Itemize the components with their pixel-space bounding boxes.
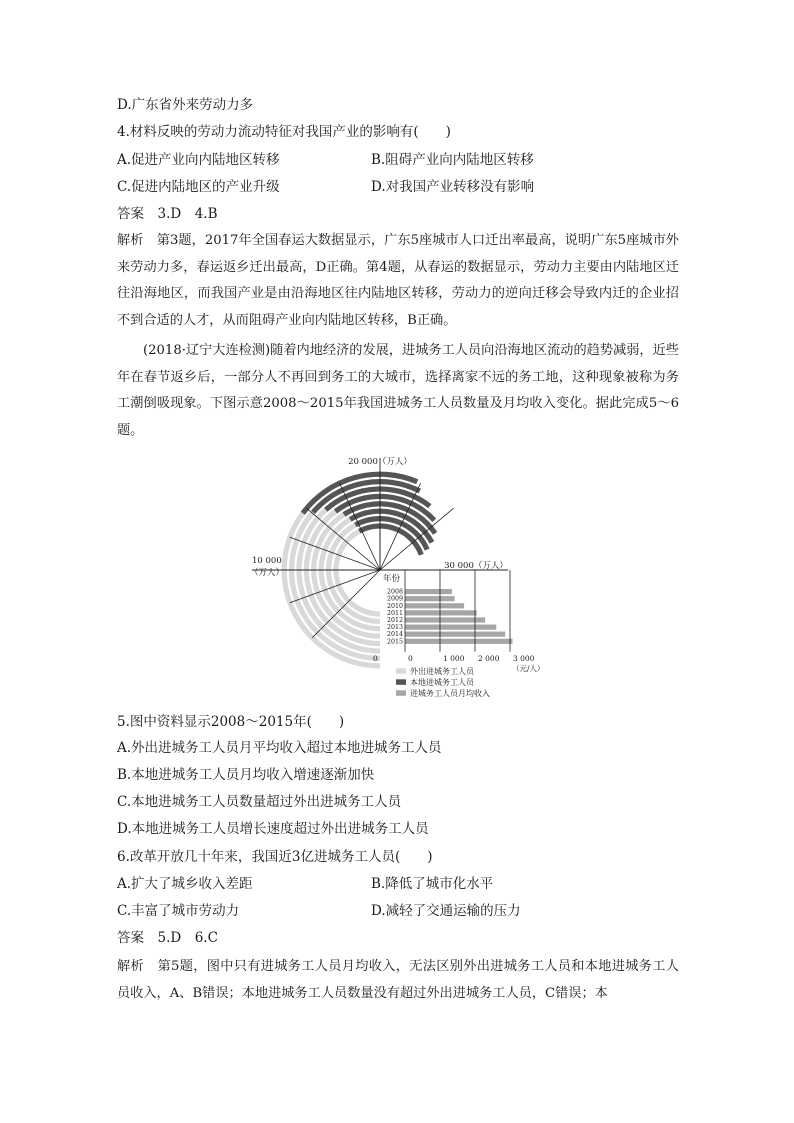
q3-option-d: D.广东省外来劳动力多 <box>117 97 254 113</box>
year-label-2008: 2008 <box>386 588 403 596</box>
label-right-axis: 30 000（万人） <box>444 561 508 571</box>
q4-stem: 4.材料反映的劳动力流动特征对我国产业的影响有( ) <box>117 124 451 140</box>
year-label-2013: 2013 <box>386 624 403 632</box>
answer-5-6: 答案 5.D 6.C <box>117 930 218 946</box>
q4-option-b: B.阻碍产业向内陆地区转移 <box>371 152 534 168</box>
label-center-year: 年份 <box>383 574 401 584</box>
q4-option-d: D.对我国产业转移没有影响 <box>371 179 535 195</box>
year-label-2014: 2014 <box>386 631 403 639</box>
income-bar-2015 <box>405 639 513 644</box>
income-bar-2012 <box>405 617 485 622</box>
label-origin: 0 <box>373 653 378 663</box>
income-bar-2014 <box>405 632 505 637</box>
label-left-unit: （万人） <box>250 568 285 578</box>
income-bar-2011 <box>405 610 477 615</box>
label-top-axis: 20 000（万人） <box>348 457 412 467</box>
legend-label-1: 本地进城务工人员 <box>410 677 474 687</box>
legend-swatch-0 <box>396 668 406 674</box>
legend-swatch-1 <box>396 679 406 685</box>
material-text: (2018·辽宁大连检测)随着内地经济的发展，进城务工人员向沿海地区流动的趋势减弱，近些年在春节返乡后，一部分人不再回到务工的大城市，选择离家不远的务工地，这种现象被称为务工潮倒吸现象。下图示意2008～2015年我国进城务工人员数量及月均收入变化。据此完成5～6题。 <box>117 343 679 438</box>
year-label-2009: 2009 <box>386 595 403 603</box>
chart <box>240 450 560 700</box>
income-bar-2013 <box>405 625 496 630</box>
analysis-5-6: 解析 第5题，图中只有进城务工人员月均收入，无法区别外出进城务工人员和本地进城务工人员收入，A、B错误；本地进城务工人员数量没有超过外出进城务工人员，C错误；本 <box>117 959 679 1001</box>
analysis-3-4: 解析 第3题，2017年全国春运大数据显示，广东5座城市人口迁出率最高，说明广东5座城市外来劳动力多，春运返乡迁出最高，D正确。第4题，从春运的数据显示，劳动力主要由内陆地区迁往沿海地区，而我国产业是由沿海地区往内陆地区转移，劳动力的逆向迁移会导致内迁的企业招不到合适的人才，从而阻碍产业向内陆地区转移，B正确。 <box>117 233 679 328</box>
q4-option-a: A.促进产业向内陆地区转移 <box>117 152 280 168</box>
income-bar-2008 <box>405 589 452 594</box>
q5-option-a: A.外出进城务工人员月平均收入超过本地进城务工人员 <box>117 740 442 756</box>
q6-option-a: A.扩大了城乡收入差距 <box>117 876 253 892</box>
q5-option-d: D.本地进城务工人员增长速度超过外出进城务工人员 <box>117 821 429 837</box>
income-bar-2009 <box>405 596 455 601</box>
income-tick-1: 1 000 <box>443 653 465 663</box>
q4-option-c: C.促进内陆地区的产业升级 <box>117 179 280 195</box>
income-tick-3: 3 000 <box>513 653 535 663</box>
income-bar-2010 <box>405 603 464 608</box>
q5-option-c: C.本地进城务工人员数量超过外出进城务工人员 <box>117 794 402 810</box>
year-label-2011: 2011 <box>386 609 403 617</box>
q5-option-b: B.本地进城务工人员月均收入增速逐渐加快 <box>117 767 375 783</box>
year-label-2010: 2010 <box>386 602 403 610</box>
legend-label-0: 外出进城务工人员 <box>410 666 474 676</box>
answer-3-4: 答案 3.D 4.B <box>117 206 218 222</box>
income-tick-0: 0 <box>408 653 413 663</box>
q6-option-d: D.减轻了交通运输的压力 <box>371 903 521 919</box>
label-income-unit: （元/人） <box>512 663 545 673</box>
q6-stem: 6.改革开放几十年来，我国近3亿进城务工人员( ) <box>117 849 433 865</box>
income-tick-2: 2 000 <box>478 653 500 663</box>
q6-option-c: C.丰富了城市劳动力 <box>117 903 240 919</box>
label-left-value: 10 000 <box>252 556 282 566</box>
q6-option-b: B.降低了城市化水平 <box>371 876 494 892</box>
year-label-2015: 2015 <box>386 638 403 646</box>
year-label-2012: 2012 <box>386 617 403 624</box>
q5-stem: 5.图中资料显示2008～2015年( ) <box>117 714 345 730</box>
legend-label-2: 进城务工人员月均收入 <box>410 688 490 698</box>
legend-swatch-2 <box>396 690 406 696</box>
